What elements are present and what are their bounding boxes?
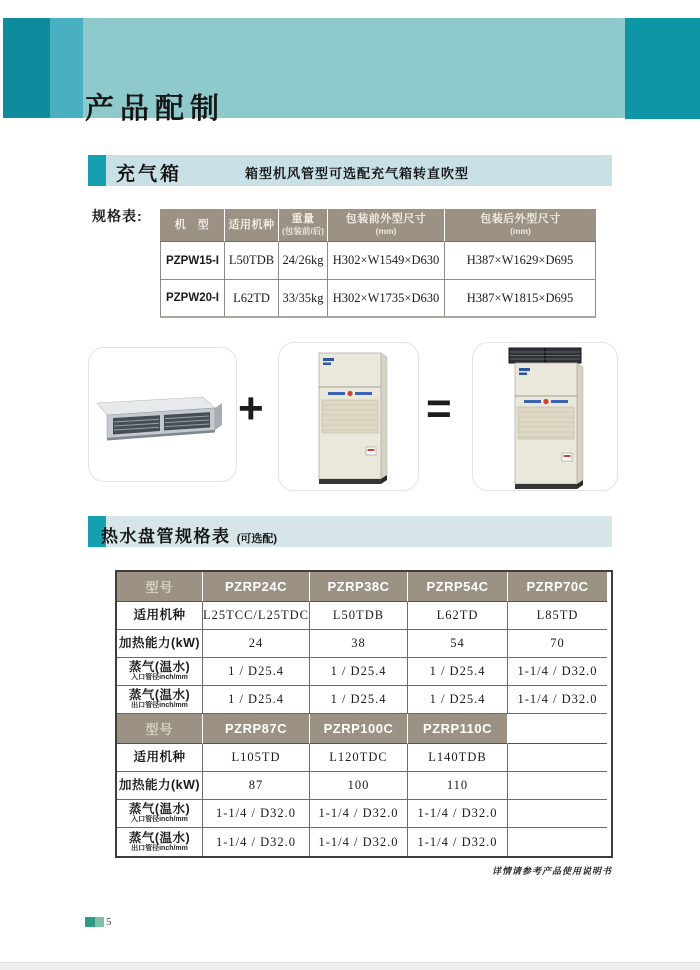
header-text: 重量: [291, 213, 315, 225]
column-header-weight: [279, 209, 328, 242]
column-header-dim-after: [445, 209, 596, 242]
model-header: PZRP38C: [310, 572, 408, 602]
row-label-sub: 出口管径inch/mm: [131, 844, 188, 852]
banner-right-dark-block: [625, 18, 700, 119]
footer-note: 详情请参考产品使用说明书: [491, 866, 612, 876]
page-number-block: [85, 916, 112, 928]
cell-capacity: 70: [508, 630, 607, 658]
model-header-empty: [508, 714, 607, 744]
row-label-inlet: [117, 658, 203, 686]
cabinet-unit-card: [278, 342, 419, 491]
header-text: 适用机种: [228, 219, 275, 231]
banner-left-dark-block: [3, 18, 50, 118]
cell-outlet: 1 / D25.4: [310, 686, 408, 714]
page-number: 5: [106, 916, 112, 928]
cell-unit: L105TD: [203, 744, 310, 772]
column-header-unit: [225, 209, 279, 242]
equals-icon: =: [426, 384, 452, 433]
cell-dim-after: H387×W1815×D695: [445, 280, 596, 318]
cell-unit: L50TDB: [310, 602, 408, 630]
cell-inlet: 1 / D25.4: [203, 658, 310, 686]
cell-inlet: 1-1/4 / D32.0: [203, 800, 310, 828]
cell-capacity: 54: [408, 630, 508, 658]
cell-weight: 33/35kg: [279, 280, 328, 318]
column-header-model: [160, 209, 225, 242]
row-label-main: 蒸气(温水): [128, 830, 191, 845]
combined-unit-card: [472, 342, 618, 491]
section-air-box-bar: [88, 155, 612, 186]
cell-unit: L25TCC/L25TDC: [203, 602, 310, 630]
cell-outlet: 1-1/4 / D32.0: [203, 828, 310, 856]
spec-table-label: 规格表:: [92, 208, 143, 224]
cell-outlet: 1-1/4 / D32.0: [508, 686, 607, 714]
section-coil-title-suffix: (可选配): [236, 533, 278, 545]
cell-unit: L62TD: [225, 280, 279, 318]
row-label-unit: 适用机种: [117, 602, 203, 630]
cell-capacity: 24: [203, 630, 310, 658]
plus-icon: +: [238, 384, 264, 433]
cell-model: PZPW20-I: [160, 280, 225, 318]
row-label-capacity: 加热能力(kW): [117, 630, 203, 658]
row-header-model: 型号: [117, 714, 203, 744]
section-coil-title: [101, 522, 277, 547]
cell-capacity: 110: [408, 772, 508, 800]
cell-outlet: 1 / D25.4: [203, 686, 310, 714]
cell-dim-before: H302×W1735×D630: [328, 280, 445, 318]
cell-capacity: [508, 772, 607, 800]
row-label-capacity: 加热能力(kW): [117, 772, 203, 800]
banner-left-strip: [50, 18, 83, 118]
row-label-main: 蒸气(温水): [128, 660, 191, 674]
cell-outlet: 1-1/4 / D32.0: [310, 828, 408, 856]
row-label-sub: 出口管径inch/mm: [131, 702, 188, 709]
section-air-box-subtitle: 箱型机风管型可选配充气箱转直吹型: [245, 166, 470, 181]
cell-outlet: 1 / D25.4: [408, 686, 508, 714]
header-text: 机 型: [174, 219, 210, 231]
cell-dim-before: H302×W1549×D630: [328, 242, 445, 280]
section-coil-bar: [88, 516, 612, 547]
header-subtext: (包装前/后): [281, 226, 325, 236]
header-text: 包装后外型尺寸: [480, 213, 561, 225]
cell-inlet: 1 / D25.4: [408, 658, 508, 686]
model-header: PZRP24C: [203, 572, 310, 602]
cell-inlet: 1-1/4 / D32.0: [310, 800, 408, 828]
coil-spec-table: [115, 570, 613, 858]
header-subtext: (mm): [375, 226, 397, 236]
model-header: PZRP54C: [408, 572, 508, 602]
top-banner: [0, 18, 700, 125]
row-label-sub: 入口管径inch/mm: [131, 816, 188, 823]
cell-inlet: [508, 800, 607, 828]
row-label-outlet: [117, 686, 203, 714]
cell-unit: L140TDB: [408, 744, 508, 772]
header-text: 包装前外型尺寸: [345, 213, 427, 225]
header-subtext: (mm): [510, 226, 531, 236]
combined-unit-image: [495, 344, 595, 490]
row-label-sub: 入口管径inch/mm: [131, 674, 188, 681]
section-coil-title-text: 热水盘管规格表: [101, 527, 231, 546]
section-air-box-title: 充气箱: [116, 164, 183, 185]
cell-inlet: 1-1/4 / D32.0: [408, 800, 508, 828]
page-bottom-edge: [0, 962, 700, 970]
cell-capacity: 87: [203, 772, 310, 800]
cell-unit: [508, 744, 607, 772]
column-header-dim-before: [328, 209, 445, 242]
page-number-marker: [85, 917, 104, 927]
cell-capacity: 38: [310, 630, 408, 658]
model-header: PZRP87C: [203, 714, 310, 744]
air-box-spec-table: [160, 209, 596, 318]
cell-unit: L62TD: [408, 602, 508, 630]
model-header: PZRP110C: [408, 714, 508, 744]
row-label-main: 蒸气(温水): [128, 802, 191, 816]
row-label-main: 蒸气(温水): [128, 688, 191, 702]
cell-inlet: 1 / D25.4: [310, 658, 408, 686]
air-plenum-image: [93, 375, 233, 455]
cell-unit: L85TD: [508, 602, 607, 630]
cell-weight: 24/26kg: [279, 242, 328, 280]
row-label-inlet: [117, 800, 203, 828]
row-label-unit: 适用机种: [117, 744, 203, 772]
cell-model: PZPW15-I: [160, 242, 225, 280]
cell-unit: L120TDC: [310, 744, 408, 772]
page-title: 产品配制: [85, 93, 226, 125]
row-header-model: 型号: [117, 572, 203, 602]
cell-outlet: 1-1/4 / D32.0: [408, 828, 508, 856]
cell-capacity: 100: [310, 772, 408, 800]
row-label-outlet: [117, 828, 203, 856]
model-header: PZRP100C: [310, 714, 408, 744]
cell-outlet: [508, 828, 607, 856]
cabinet-unit-image: [299, 347, 399, 487]
cell-dim-after: H387×W1629×D695: [445, 242, 596, 280]
air-plenum-card: [88, 347, 237, 482]
model-header: PZRP70C: [508, 572, 607, 602]
section-marker-square: [88, 155, 106, 186]
cell-inlet: 1-1/4 / D32.0: [508, 658, 607, 686]
cell-unit: L50TDB: [225, 242, 279, 280]
